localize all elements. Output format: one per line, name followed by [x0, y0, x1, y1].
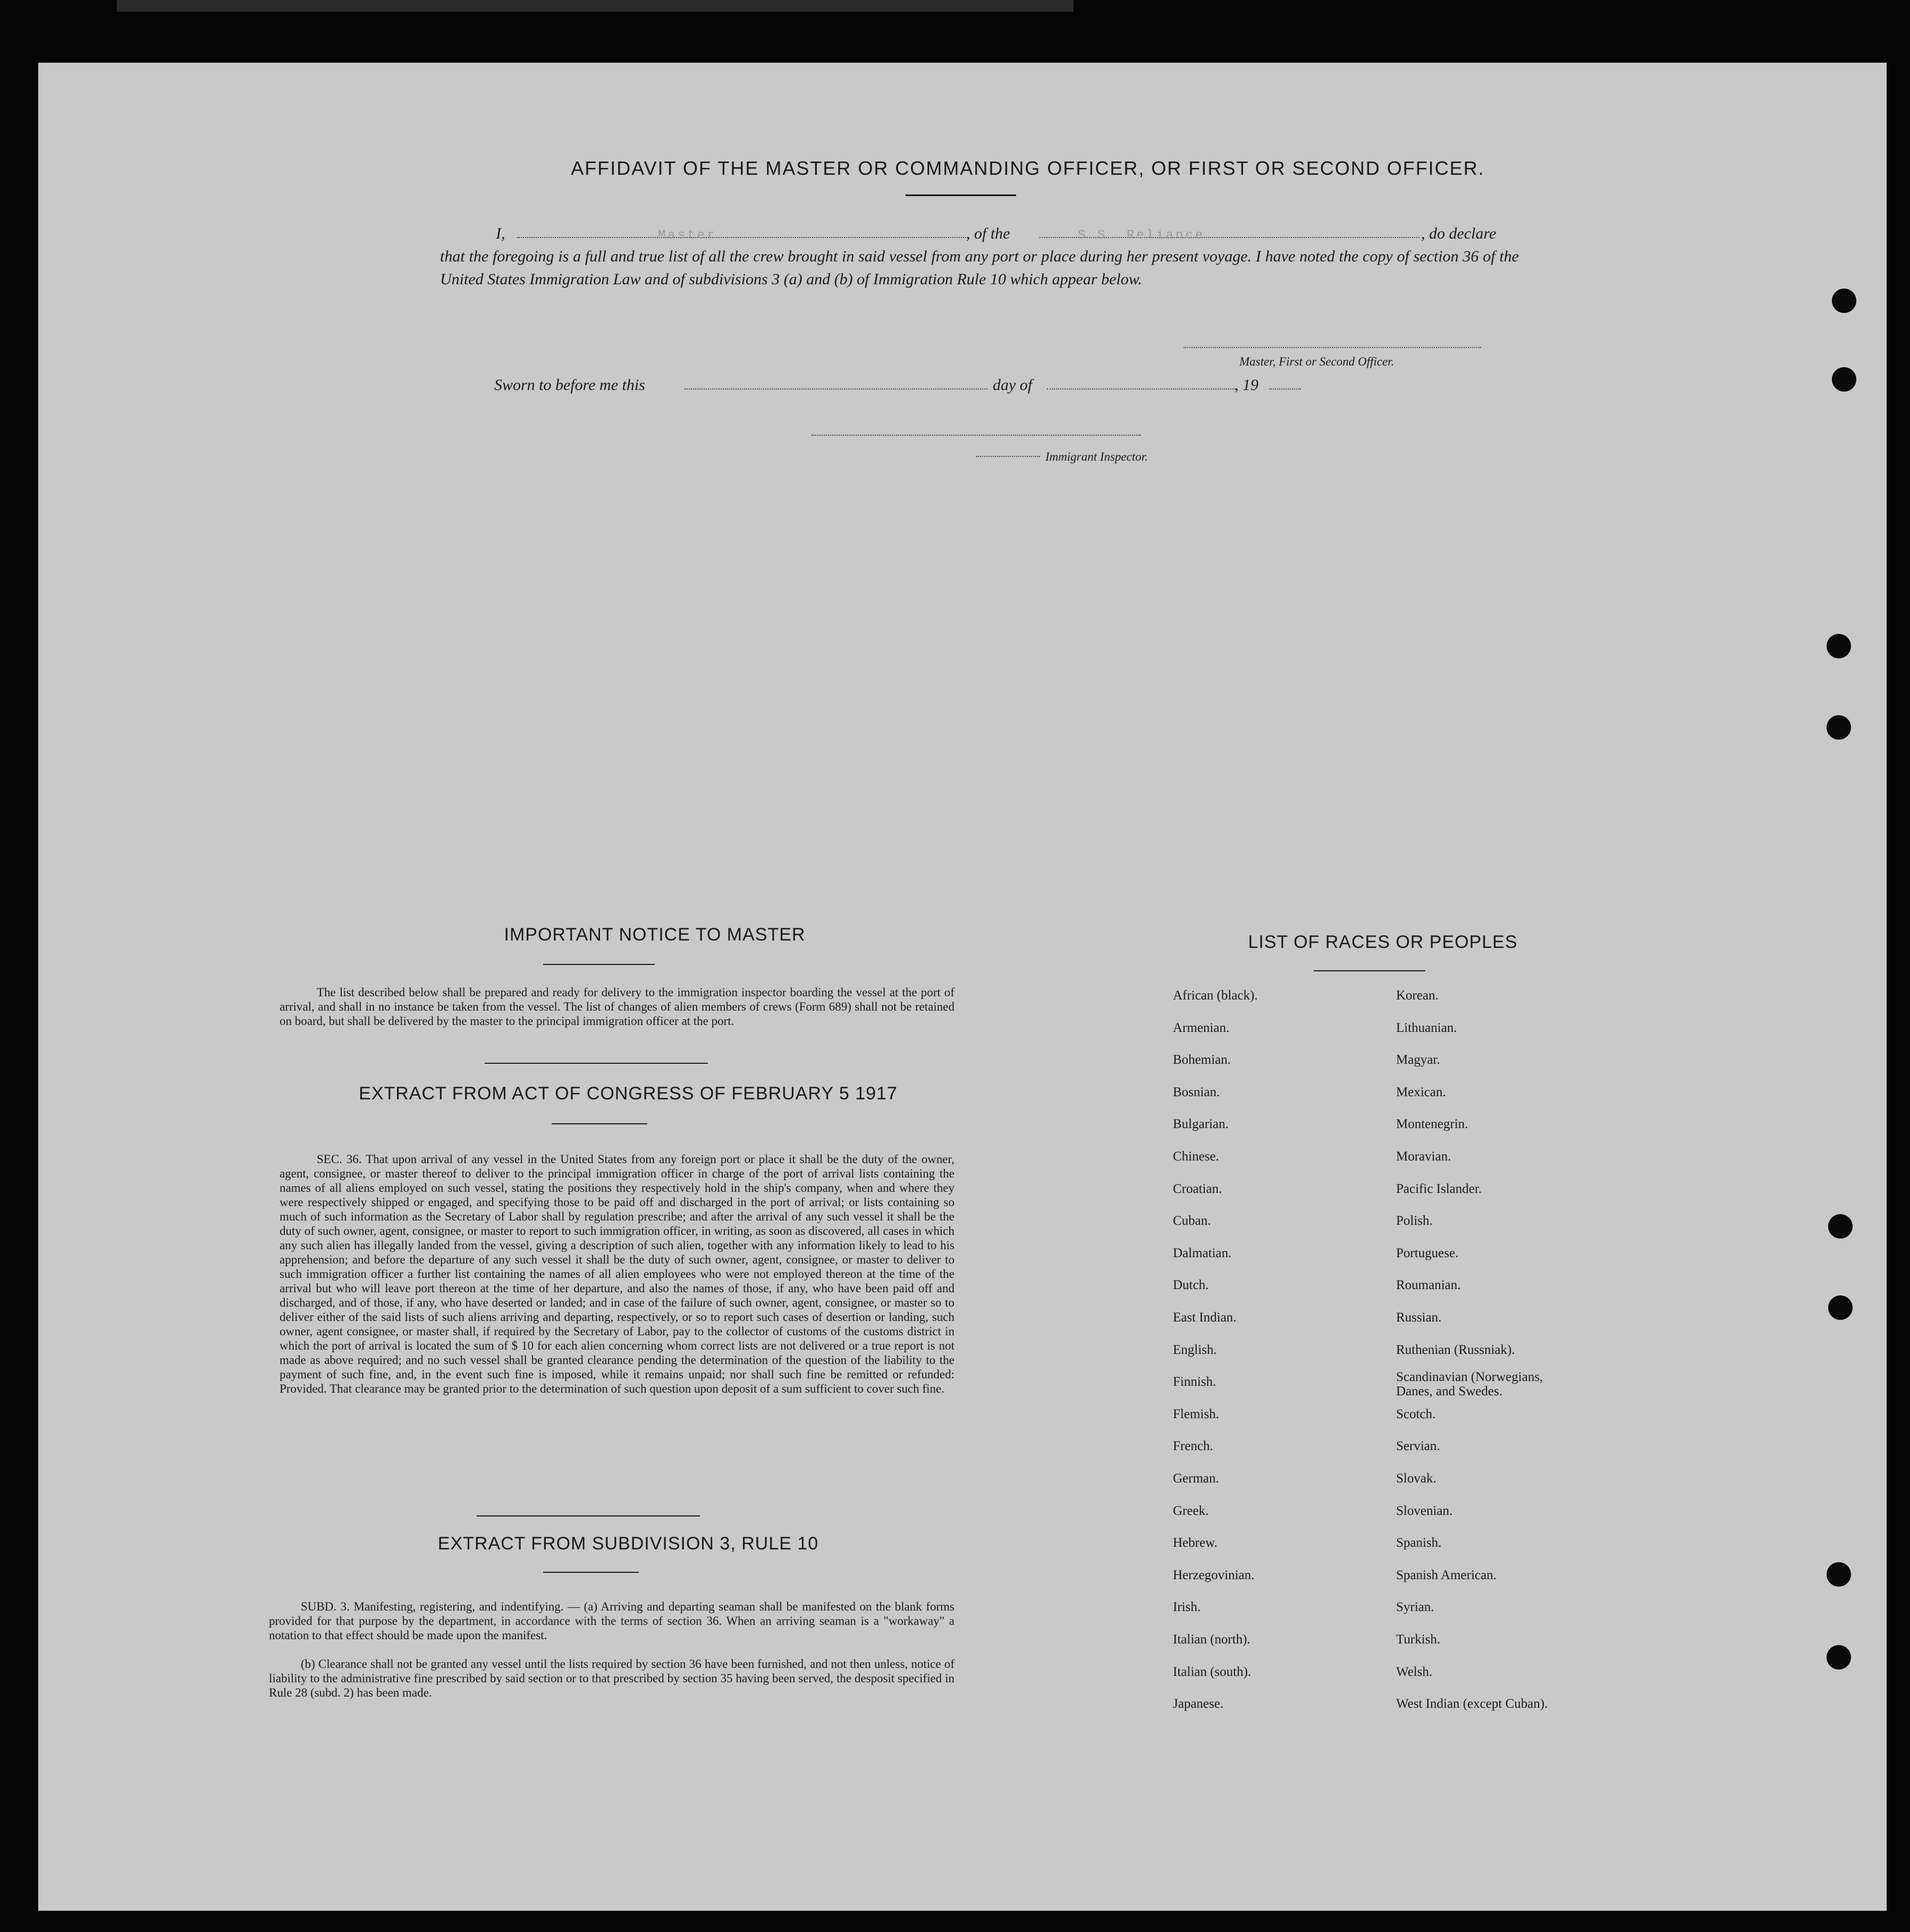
race-item: German.: [1173, 1471, 1219, 1486]
rule-body-a: SUBD. 3. Manifesting, registering, and indentifying. — (a) Arriving and departing seaman shall be manifested on the blank forms provided for that purpose by the department, in accordance with the terms of section 36. When an arriving seaman is a "workaway" a notation to that effect should be made upon the manifest.: [269, 1600, 954, 1642]
race-item: Mexican.: [1396, 1084, 1446, 1099]
race-item: Syrian.: [1396, 1600, 1434, 1615]
race-item: English.: [1173, 1342, 1217, 1357]
inspector-label: Immigrant Inspector.: [1045, 450, 1148, 463]
officer-label: Master, First or Second Officer.: [1239, 355, 1395, 368]
sworn-label: Sworn to before me this: [494, 376, 645, 394]
race-item: West Indian (except Cuban).: [1396, 1697, 1548, 1711]
title-divider: [906, 194, 1016, 196]
race-item: Cuban.: [1173, 1214, 1211, 1228]
act-divider: [552, 1123, 647, 1124]
race-item: Croatian.: [1173, 1181, 1222, 1196]
inspector-signature-line: [812, 435, 1141, 436]
race-item: Hebrew.: [1173, 1536, 1218, 1550]
race-item: Polish.: [1396, 1214, 1433, 1228]
race-item: African (black).: [1173, 988, 1258, 1003]
race-item: Magyar.: [1396, 1053, 1440, 1067]
race-item: Moravian.: [1396, 1149, 1451, 1164]
form-page: [38, 63, 1887, 1911]
race-item: Portuguese.: [1396, 1245, 1459, 1260]
act-end-divider: [477, 1515, 700, 1516]
race-item: Servian.: [1396, 1439, 1440, 1454]
notice-body: The list described below shall be prepared and ready for delivery to the immigration inspector boarding the vessel at the port of arrival, and shall in no instance be taken from the vessel. The list of changes of alien members of crews (Form 689) shall not be retained on board, but shall be delivered by the master to the principal immigration officer at the port.: [280, 986, 954, 1028]
race-item: Russian.: [1396, 1310, 1442, 1325]
punch-hole: [1827, 634, 1851, 658]
punch-hole: [1828, 1295, 1853, 1320]
race-item: Korean.: [1396, 988, 1439, 1003]
typed-name: Master: [658, 228, 717, 243]
scan-artifact: [117, 0, 1074, 12]
notice-end-divider: [485, 1063, 708, 1064]
punch-hole: [1828, 1214, 1853, 1239]
race-item: Lithuanian.: [1396, 1020, 1457, 1035]
punch-hole: [1832, 367, 1856, 392]
officer-signature-line: [1184, 347, 1481, 348]
race-item: Herzegovinian.: [1173, 1567, 1255, 1582]
typed-vessel: S.S. Reliance: [1078, 228, 1205, 243]
races-right-column: [1396, 988, 1662, 1801]
name-blank: [517, 237, 966, 238]
race-item: Finnish.: [1173, 1375, 1216, 1389]
punch-hole: [1827, 1645, 1851, 1670]
race-item: Armenian.: [1173, 1020, 1230, 1035]
inspector-lead-dots: [976, 456, 1040, 457]
rule-title: EXTRACT FROM SUBDIVISION 3, RULE 10: [437, 1533, 819, 1554]
affidavit-body: that the foregoing is a full and true list of all the crew brought in said vessel from any port or place during her present voyage. I have noted the copy of section 36 of the United States Immigration Law and of subdivisions 3 (a) and (b) of Immigration Rule 10 which appear below.: [440, 248, 1519, 288]
race-item: Flemish.: [1173, 1406, 1219, 1421]
do-declare-label: , do declare: [1421, 225, 1497, 242]
sworn-day-blank: [684, 388, 987, 389]
races-divider: [1314, 970, 1425, 971]
act-title: EXTRACT FROM ACT OF CONGRESS OF FEBRUARY 5 1917: [359, 1083, 898, 1104]
race-item: Bosnian.: [1173, 1084, 1220, 1099]
year-blank: [1269, 388, 1301, 389]
race-item: Irish.: [1173, 1600, 1201, 1615]
punch-hole: [1832, 289, 1856, 313]
race-item: Spanish.: [1396, 1536, 1442, 1550]
race-item: Ruthenian (Russniak).: [1396, 1342, 1515, 1357]
race-item: Roumanian.: [1396, 1278, 1461, 1293]
punch-hole: [1827, 1562, 1851, 1587]
i-label: I,: [496, 225, 505, 242]
race-item: Dutch.: [1173, 1278, 1209, 1293]
race-item: Montenegrin.: [1396, 1117, 1468, 1132]
race-item: Chinese.: [1173, 1149, 1219, 1164]
of-the-label: , of the: [966, 225, 1010, 242]
rule-body-b: (b) Clearance shall not be granted any vessel until the lists required by section 36 have been furnished, and not then unless, notice of liability to the administrative fine prescribed by said section or to that prescribed by section 35 having been served, the desposit specified in Rule 28 (subd. 2) has been made.: [269, 1657, 954, 1699]
races-title: LIST OF RACES OR PEOPLES: [1248, 932, 1518, 952]
race-item: Pacific Islander.: [1396, 1181, 1482, 1196]
race-item: Greek.: [1173, 1503, 1209, 1518]
race-item: Japanese.: [1173, 1697, 1224, 1711]
race-item: Italian (north).: [1173, 1632, 1250, 1647]
rule-divider: [543, 1572, 639, 1573]
notice-divider: [543, 964, 655, 965]
affidavit-title: AFFIDAVIT OF THE MASTER OR COMMANDING OFFICER, OR FIRST OR SECOND OFFICER.: [571, 157, 1485, 179]
race-item: East Indian.: [1173, 1310, 1237, 1325]
race-item: Scandinavian (Norwegians, Danes, and Swedes.: [1396, 1370, 1543, 1399]
race-item: Turkish.: [1396, 1632, 1441, 1647]
notice-title: IMPORTANT NOTICE TO MASTER: [504, 925, 806, 945]
race-item: Slovak.: [1396, 1471, 1436, 1486]
sworn-month-blank: [1047, 388, 1236, 389]
year-prefix: , 19: [1235, 376, 1258, 394]
punch-hole: [1827, 715, 1851, 740]
race-item: Spanish American.: [1396, 1567, 1497, 1582]
race-item: Dalmatian.: [1173, 1245, 1232, 1260]
race-item: Scotch.: [1396, 1406, 1436, 1421]
day-of-label: day of: [993, 376, 1033, 394]
act-body: SEC. 36. That upon arrival of any vessel in the United States from any foreign port or place it shall be the duty of the owner, agent, consignee, or master thereof to deliver to the principal immigration officer in charge of the port of arrival lists containing the names of all aliens employed on such vessel, stating the positions they respectively hold in the ship's company, when and where they were respectively shipped or engaged, and specifying those to be paid off and discharged in the port of arrival; or lists containing so much of such information as the Secretary of Labor shall by regulation prescribe; and after the arrival of any such vessel it shall be the duty of such owner, agent, consignee, or master to report to such immigration officer, in writing, as soon as discovered, all cases in which any such alien has illegally landed from the vessel, giving a description of such alien, together with any information likely to lead to his apprehension; and before the departure of any such vessel it shall be the duty of such owner, agent, consignee, or master to deliver to such immigration officer a further list containing the names of all alien employees who were not employed thereon at the time of the arrival but who will leave port thereon at the time of her departure, and also the names of those, if any, who have been paid off and discharged, and of those, if any, who have deserted or landed; and in case of the failure of such owner, agent, consignee, or master so to deliver either of the said lists of such aliens arriving and departing, respectively, or so to report such cases of desertion or landing, such owner, agent consignee, or master shall, if required by the Secretary of Labor, pay to the collector of customs of the customs district in which the port of arrival is located the sum of $ 10 for each alien concerning whom correct lists are not delivered or a true report is not made as above required; and no such vessel shall be granted clearance pending the determination of the question of the liability to the payment of such fine, and, in the event such fine is imposed, while it remains unpaid; nor shall such fine be remitted or refunded: Provided. That clearance may be granted prior to the determination of such question upon deposit of a sum sufficient to cover such fine.: [280, 1153, 954, 1395]
race-item: Bohemian.: [1173, 1053, 1231, 1067]
races-left-column: [1173, 988, 1385, 1801]
race-item: French.: [1173, 1439, 1213, 1454]
race-item: Italian (south).: [1173, 1664, 1252, 1679]
race-item: Slovenian.: [1396, 1503, 1453, 1518]
race-item: Welsh.: [1396, 1664, 1433, 1679]
race-item: Bulgarian.: [1173, 1117, 1229, 1132]
